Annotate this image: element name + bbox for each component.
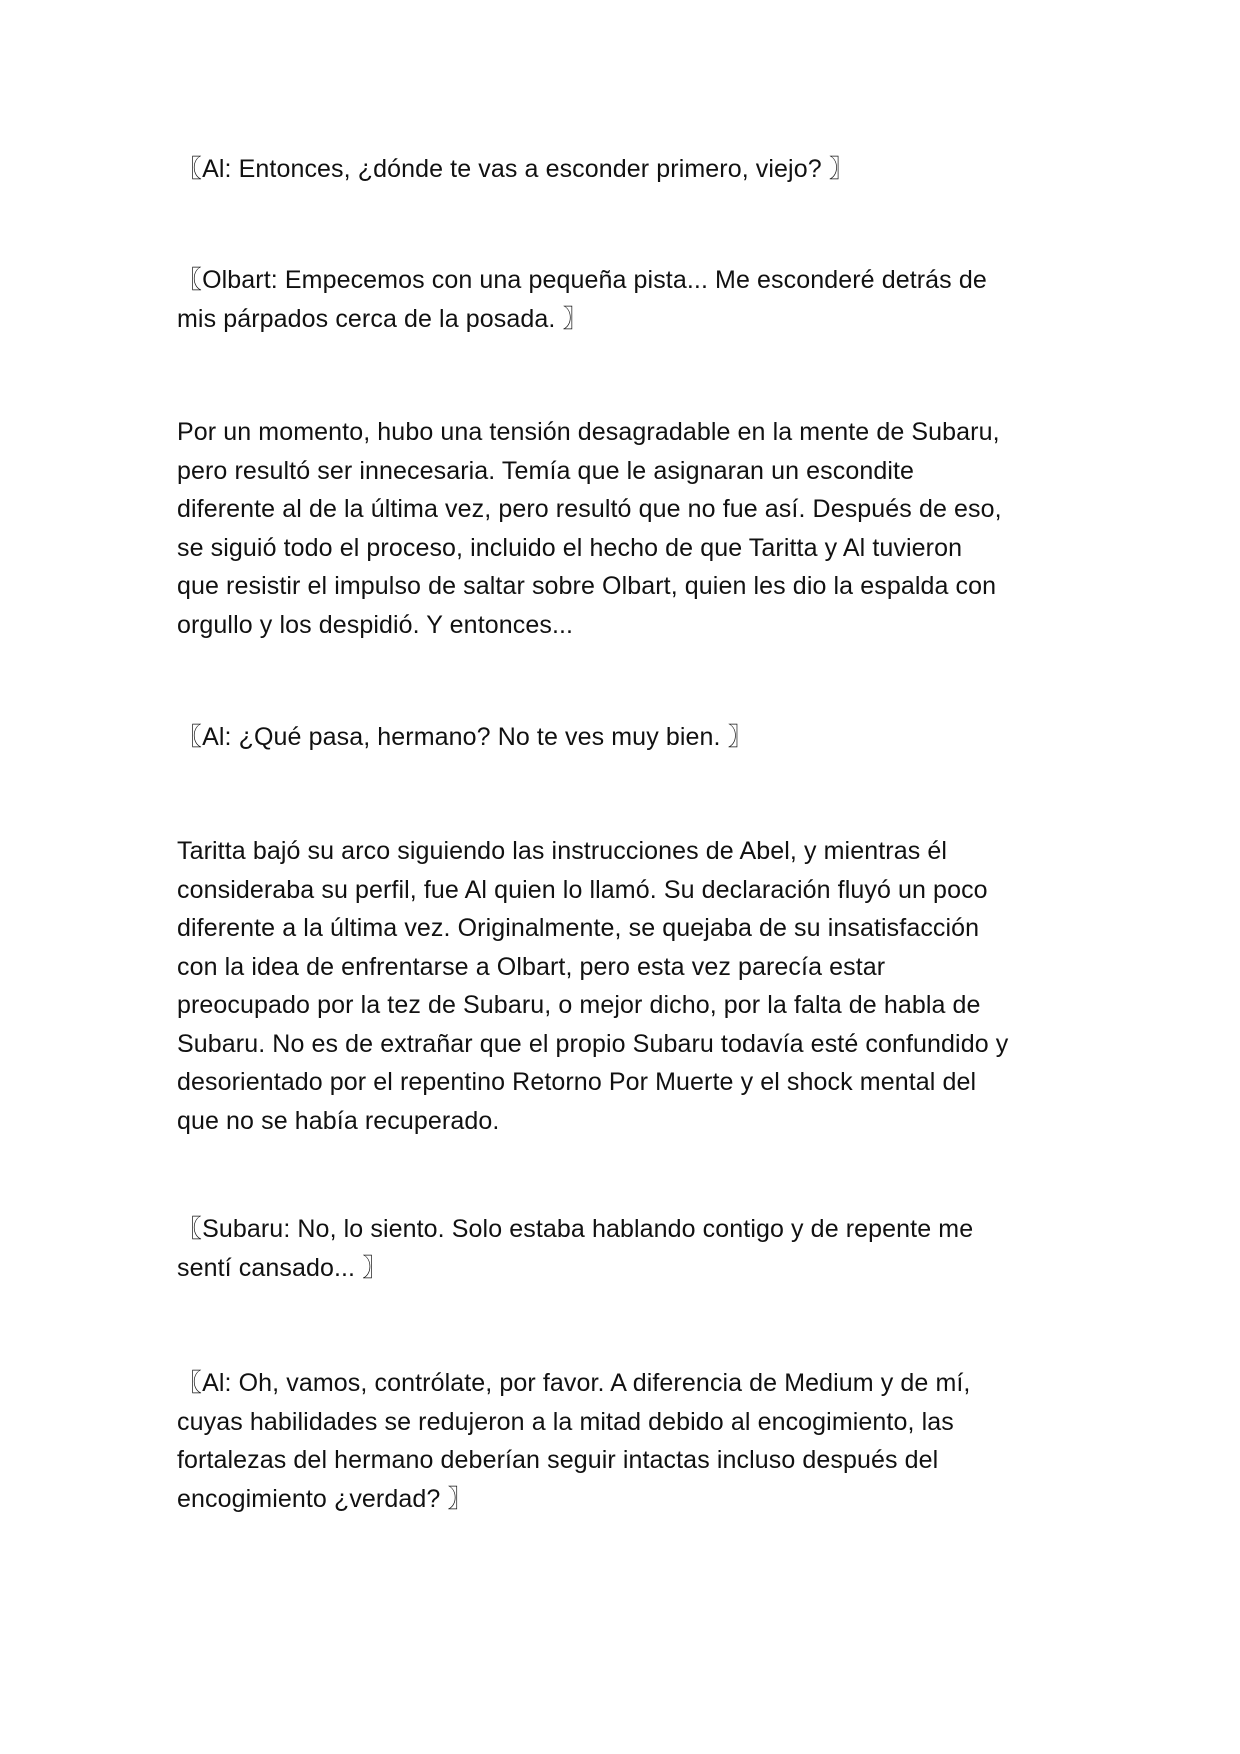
- dialogue-subaru: 〖Subaru: No, lo siento. Solo estaba hablando contigo y de repente me sentí cansado... 〗: [177, 1215, 974, 1282]
- narration-paragraph-1: Por un momento, hubo una tensión desagradable en la mente de Subaru, pero resultó ser innecesaria. Temía que le asignaran un escondite diferente al de la última vez, pero resultó que no fue así. Después de eso, se siguió todo el proceso, incluido el hecho de que Taritta y Al tuvieron que resistir el impulso de saltar sobre Olbart, quien les dio la espalda con orgullo y los despidió. Y entonces...: [177, 418, 1002, 639]
- dialogue-al-1: 〖Al: Entonces, ¿dónde te vas a esconder primero, viejo? 〗: [177, 155, 854, 183]
- dialogue-al-3: 〖Al: Oh, vamos, contrólate, por favor. A diferencia de Medium y de mí, cuyas habilidades se redujeron a la mitad debido al encogimiento, las fortalezas del hermano deberían seguir intactas incluso después del encogimiento ¿verdad? 〗: [177, 1369, 971, 1513]
- narration-paragraph-2: Taritta bajó su arco siguiendo las instrucciones de Abel, y mientras él consideraba su perfil, fue Al quien lo llamó. Su declaración fluyó un poco diferente a la última vez. Originalmente, se quejaba de su insatisfacción con la idea de enfrentarse a Olbart, pero esta vez parecía estar preocupado por la tez de Subaru, o mejor dicho, por la falta de habla de Subaru. No es de extrañar que el propio Subaru todavía esté confundido y desorientado por el repentino Retorno Por Muerte y el shock mental del que no se había recuperado.: [177, 837, 1009, 1135]
- dialogue-al-2: 〖Al: ¿Qué pasa, hermano? No te ves muy bien. 〗: [177, 723, 753, 751]
- dialogue-olbart: 〖Olbart: Empecemos con una pequeña pista... Me esconderé detrás de mis párpados cerca de la posada. 〗: [177, 266, 987, 333]
